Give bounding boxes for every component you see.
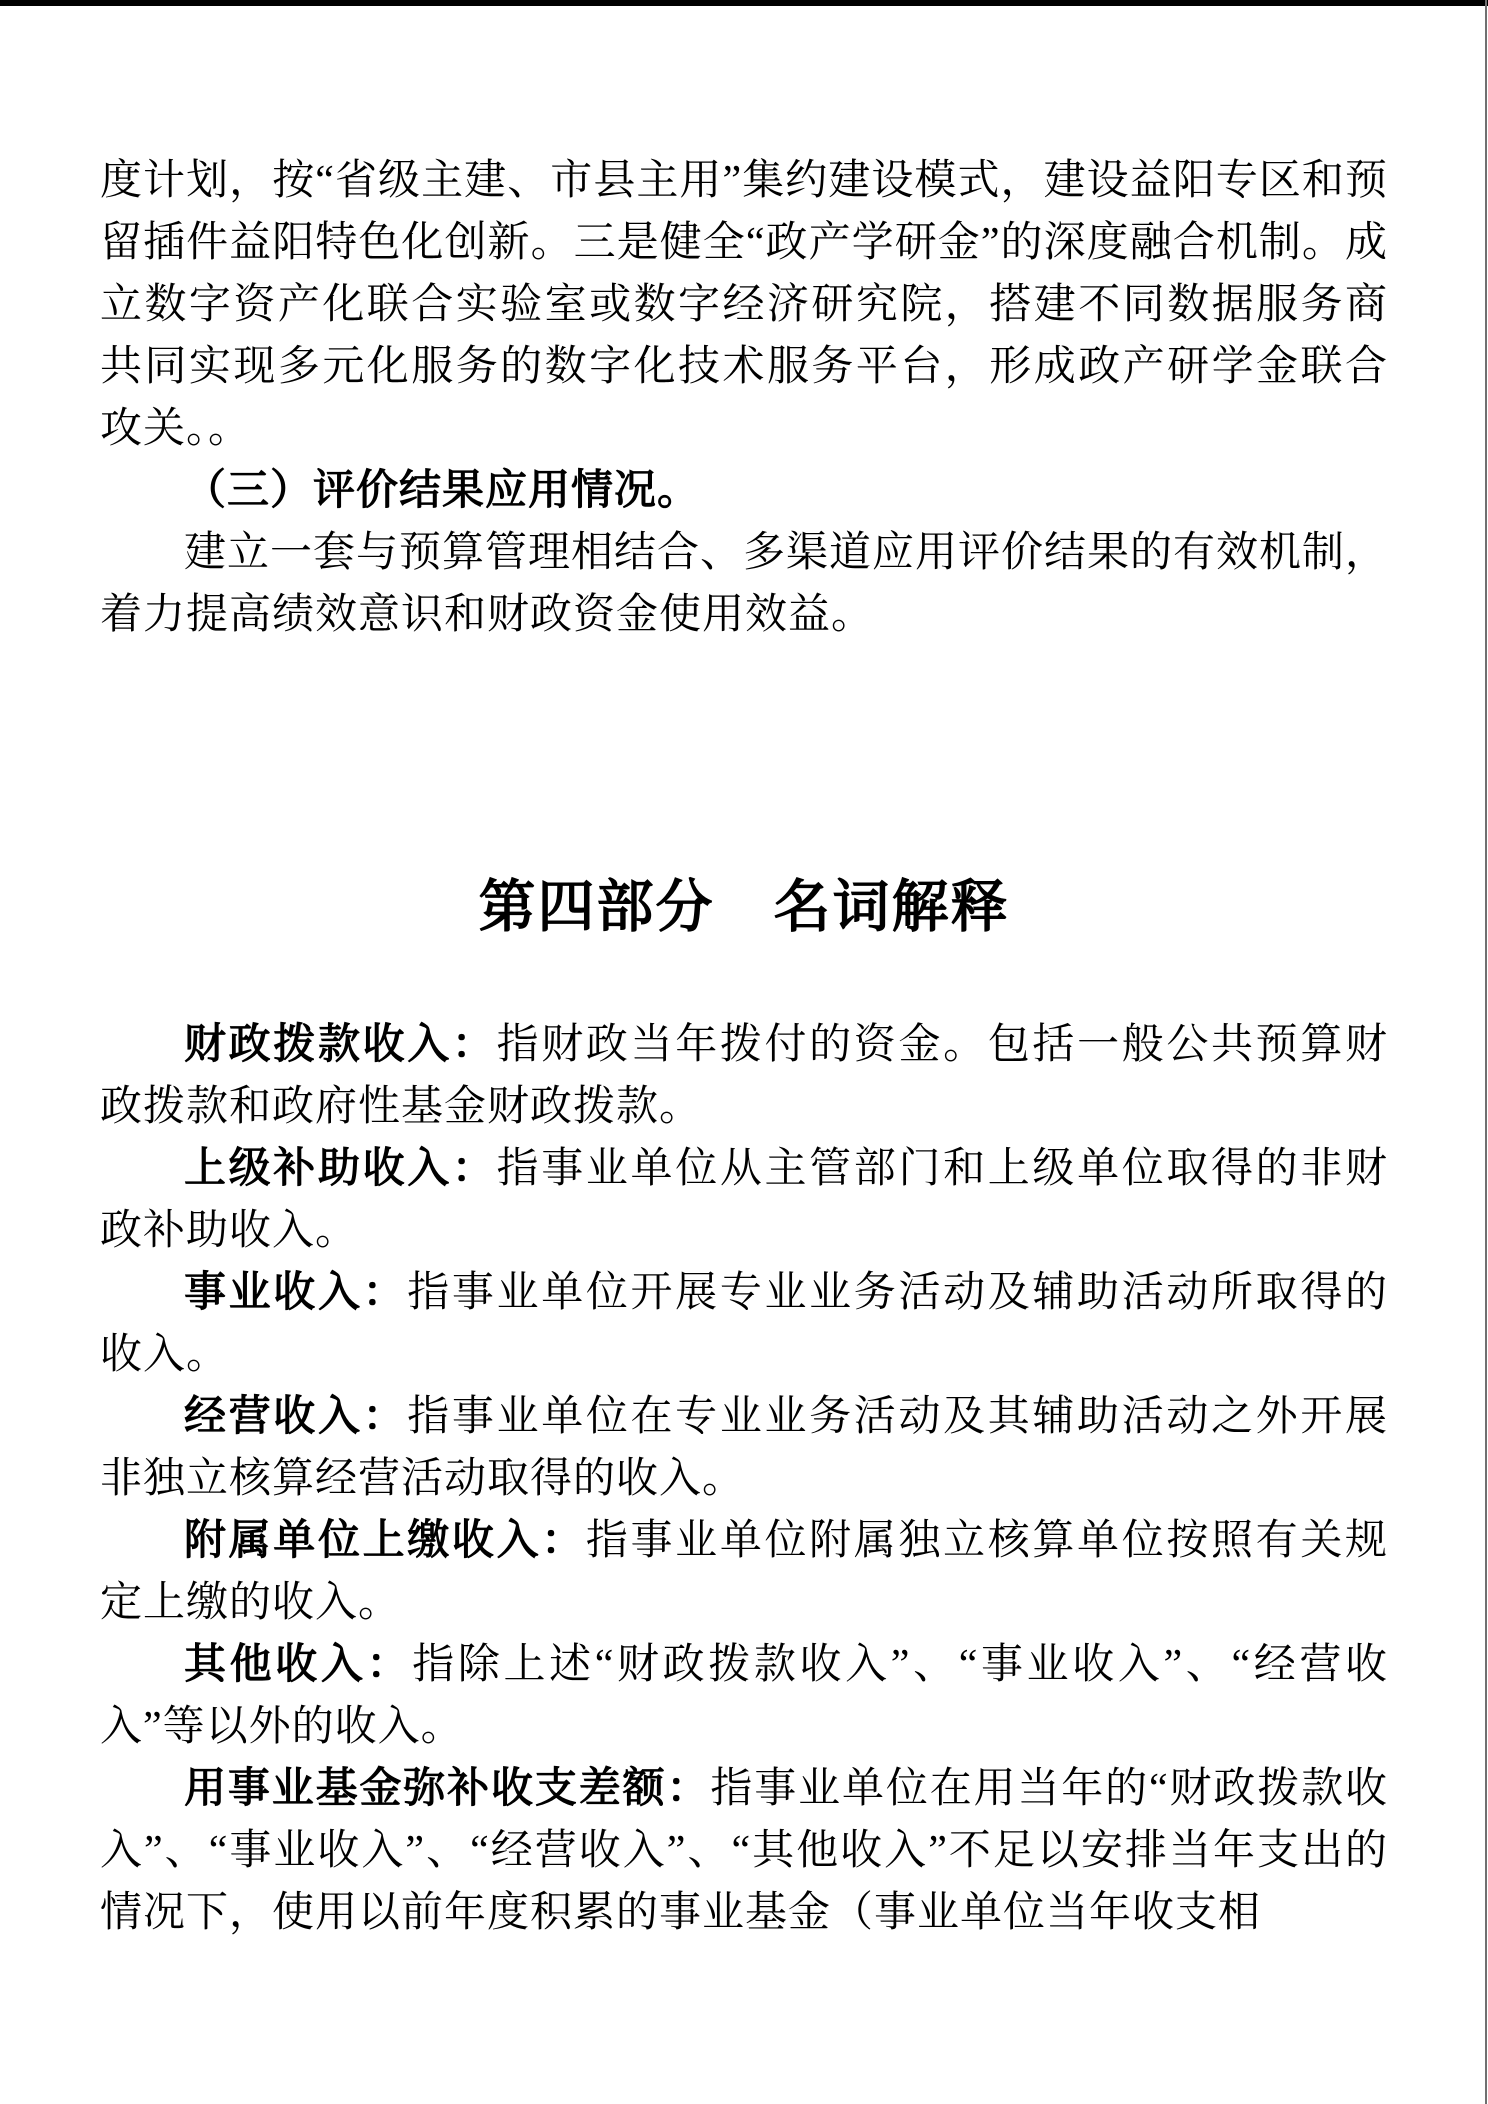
section-title: 第四部分 名词解释 <box>478 876 1010 939</box>
definition-term: 上级补助收入： <box>184 1146 497 1192</box>
paragraph-evaluation-results: 建立一套与预算管理相结合、多渠道应用评价结果的有效机制，着力提高绩效意识和财政资金使用效益。 <box>100 530 1389 638</box>
definition-term: 经营收入： <box>184 1394 408 1440</box>
page-content <box>100 150 1388 1944</box>
definitions-list <box>100 1014 1388 1944</box>
definition-item-fiscal-appropriation-income <box>100 1014 1388 1138</box>
definition-desc: 指事业单位在用当年的“财政拨款收入”、“事业收入”、“经营收入”、“其他收入”不足以安排当年支出的情况下，使用以前年度积累的事业基金（事业单位当年收支相 <box>100 1766 1388 1936</box>
definition-item-operating-income <box>100 1386 1388 1510</box>
paragraph-continuation: 度计划，按“省级主建、市县主用”集约建设模式，建设益阳专区和预留插件益阳特色化创新。三是健全“政产学研金”的深度融合机制。成立数字资产化联合实验室或数字经济研究院，搭建不同数据服务商共同实现多元化服务的数字化技术服务平台，形成政产研学金联合攻关。。 <box>100 158 1388 452</box>
definition-term: 财政拨款收入： <box>184 1022 497 1068</box>
definition-desc: 指除上述“财政拨款收入”、“事业收入”、“经营收入”等以外的收入。 <box>100 1642 1388 1750</box>
definition-desc: 指事业单位附属独立核算单位按照有关规定上缴的收入。 <box>100 1518 1388 1626</box>
subsection-heading: （三）评价结果应用情况。 <box>184 468 701 514</box>
definition-desc: 指事业单位从主管部门和上级单位取得的非财政补助收入。 <box>100 1146 1388 1254</box>
page-top-border <box>0 0 1488 6</box>
page-right-border <box>1485 0 1487 2104</box>
definition-item-other-income <box>100 1634 1388 1758</box>
definition-item-business-fund-deficit <box>100 1758 1388 1944</box>
definition-term: 附属单位上缴收入： <box>184 1518 586 1564</box>
definition-desc: 指事业单位在专业业务活动及其辅助活动之外开展非独立核算经营活动取得的收入。 <box>100 1394 1388 1502</box>
definition-term: 用事业基金弥补收支差额： <box>184 1766 711 1812</box>
definition-item-business-income <box>100 1262 1388 1386</box>
definition-item-superior-subsidy-income <box>100 1138 1388 1262</box>
definition-desc: 指财政当年拨付的资金。包括一般公共预算财政拨款和政府性基金财政拨款。 <box>100 1022 1388 1130</box>
definition-term: 其他收入： <box>184 1642 413 1688</box>
definition-term: 事业收入： <box>184 1270 408 1316</box>
definition-item-affiliated-unit-income <box>100 1510 1388 1634</box>
definition-desc: 指事业单位开展专业业务活动及辅助活动所取得的收入。 <box>100 1270 1388 1378</box>
